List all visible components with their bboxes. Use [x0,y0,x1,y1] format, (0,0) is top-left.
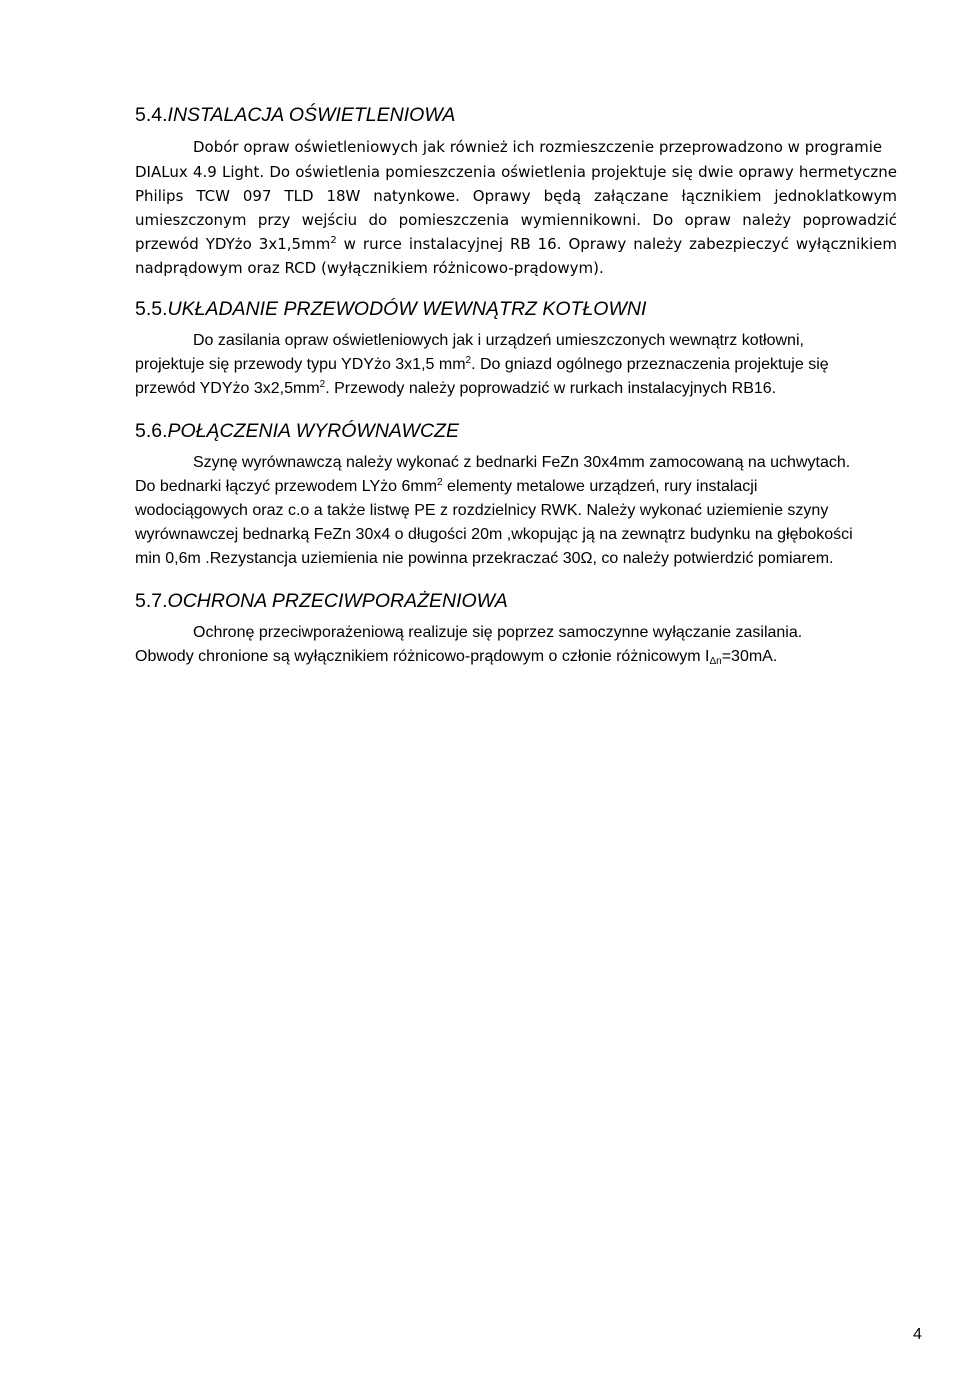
page-number: 4 [913,1326,922,1343]
paragraph-line: Do zasilania opraw oświetleniowych jak i urządzeń umieszczonych wewnątrz kotłowni, [193,332,804,349]
section-heading-5-5: 5.5.UKŁADANIE PRZEWODÓW WEWNĄTRZ KOTŁOWNI [135,298,647,320]
paragraph-line: Ochronę przeciwporażeniową realizuje się poprzez samoczynne wyłączanie zasilania. [193,624,803,641]
section-heading-5-7: 5.7.OCHRONA PRZECIWPORAŻENIOWA [135,590,508,612]
paragraph-line: Obwody chronione są wyłącznikiem różnicowo-prądowym o członie różnicowym $I_{\Delta n}=30mA$. [135,648,778,667]
paragraph-line: Do bednarki łączyć przewodem LYżo $6mm^2$ elementy metalowe urządzeń, rury instalacji [135,477,758,495]
paragraph-line: wodociągowych oraz c.o a także listwę PE z rozdzielnicy RWK. Należy wykonać uziemienie szyny [135,502,829,519]
paragraph-line: Philips TCW 097 TLD 18W natynkowe. Oprawy będą załączane łącznikiem jednoklatkowym [135,187,897,205]
paragraph-line: Szynę wyrównawczą należy wykonać z bednarki FeZn 30x4mm zamocowaną na uchwytach. [193,454,851,471]
section-heading-5-6: 5.6.POŁĄCZENIA WYRÓWNAWCZE [135,420,459,442]
paragraph-line: DIALux 4.9 Light. Do oświetlenia pomieszczenia oświetlenia projektuje się dwie oprawy hermetyczne [135,163,897,181]
paragraph-line: przewód YDYżo $3x1,5mm^2$ w rurce instalacyjnej RB 16. Oprawy należy zabezpieczyć wyłącznikiem [135,235,897,253]
paragraph-line: wyrównawczej bednarką FeZn 30x4 o długości 20m ,wkopując ją na zewnątrz budynku na głębokości [135,526,853,543]
paragraph-line: min 0,6m .Rezystancja uziemienia nie powinna przekraczać 30Ω, co należy potwierdzić pomiarem. [135,550,834,567]
paragraph-line: przewód YDYżo $3x2,5mm^2$. Przewody należy poprowadzić w rurkach instalacyjnych RB16. [135,379,777,397]
paragraph-line: projektuje się przewody typu YDYżo 3x1,5 $mm^2$. Do gniazd ogólnego przeznaczenia projektuje się [135,355,829,373]
paragraph-line: Dobór opraw oświetleniowych jak również ich rozmieszczenie przeprowadzono w programie [193,138,883,156]
paragraph-line: umieszczonym przy wejściu do pomieszczenia wymiennikowni. Do opraw należy poprowadzić [135,211,897,229]
paragraph-line: nadprądowym oraz RCD (wyłącznikiem różnicowo-prądowym). [135,259,604,277]
section-heading-5-4: 5.4.INSTALACJA OŚWIETLENIOWA [135,104,456,126]
